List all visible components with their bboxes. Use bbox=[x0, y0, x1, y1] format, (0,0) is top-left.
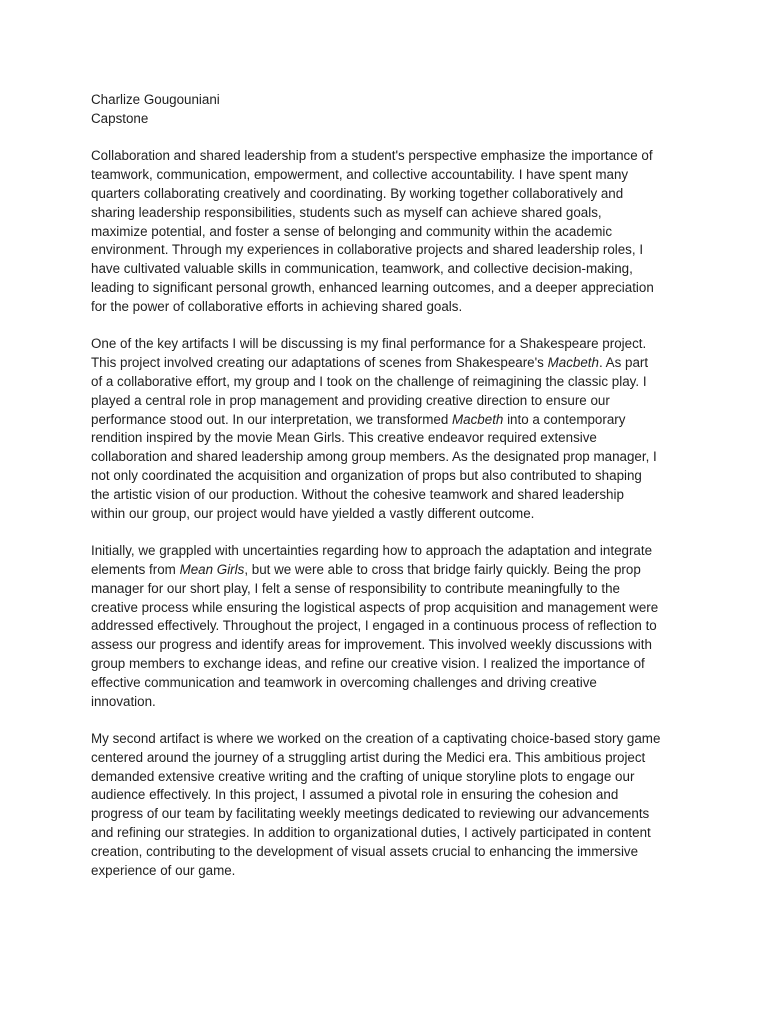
text-run: collaboration and shared leadership among group members. As the designated prop manager, I bbox=[91, 449, 657, 465]
text-run: and refining our strategies. In addition to organizational duties, I actively participated in content bbox=[91, 825, 651, 841]
author-name: Charlize Gougouniani bbox=[91, 92, 220, 107]
text-line bbox=[91, 599, 691, 618]
paragraph-3 bbox=[91, 542, 691, 711]
text-line bbox=[91, 411, 691, 430]
text-line bbox=[91, 768, 691, 787]
paragraph-4 bbox=[91, 730, 691, 880]
text-line bbox=[91, 354, 691, 373]
text-run: within our group, our project would have yielded a vastly different outcome. bbox=[91, 505, 535, 521]
course-name: Capstone bbox=[91, 110, 149, 126]
text-run: the artistic vision of our production. Without the cohesive teamwork and shared leadership bbox=[91, 486, 624, 502]
text-line bbox=[91, 448, 691, 467]
text-line bbox=[91, 730, 691, 749]
text-run: into a contemporary bbox=[503, 411, 626, 427]
text-run: This project involved creating our adaptations of scenes from Shakespeare's bbox=[91, 355, 548, 371]
italic-title: Macbeth bbox=[547, 355, 599, 371]
text-line bbox=[91, 786, 691, 805]
text-line bbox=[91, 824, 691, 843]
text-run: innovation. bbox=[91, 693, 156, 709]
text-line bbox=[91, 862, 691, 881]
text-line bbox=[91, 260, 691, 279]
text-line bbox=[91, 617, 691, 636]
text-run: leading to significant personal growth, enhanced learning outcomes, and a deeper appreciation bbox=[91, 279, 654, 295]
text-line bbox=[91, 467, 691, 486]
text-run: audience effectively. In this project, I assumed a pivotal role in ensuring the cohesion and bbox=[91, 787, 619, 803]
text-run: manager for our short play, I felt a sense of responsibility to contribute meaningfully to the bbox=[91, 580, 620, 596]
paragraph-2 bbox=[91, 335, 691, 523]
text-run: One of the key artifacts I will be discussing is my final performance for a Shakespeare project. bbox=[91, 336, 647, 352]
text-run: Initially, we grappled with uncertainties regarding how to approach the adaptation and integrate bbox=[91, 543, 653, 559]
text-line bbox=[91, 693, 691, 712]
text-run: Collaboration and shared leadership from a student's perspective emphasize the importance of bbox=[91, 148, 653, 164]
text-line bbox=[91, 298, 691, 317]
text-line bbox=[91, 204, 691, 223]
text-run: environment. Through my experiences in collaborative projects and shared leadership roles, I bbox=[91, 242, 644, 258]
text-run: elements from bbox=[91, 561, 180, 577]
text-run: experience of our game. bbox=[91, 862, 236, 878]
text-line bbox=[91, 561, 691, 580]
text-run: creative process while ensuring the logistical aspects of prop acquisition and management were bbox=[91, 599, 659, 615]
text-run: effective communication and teamwork in overcoming challenges and driving creative bbox=[91, 674, 597, 690]
italic-title: Macbeth bbox=[452, 411, 504, 427]
text-run: rendition inspired by the movie Mean Girls. This creative endeavor required extensive bbox=[91, 430, 597, 446]
text-run: group members to exchange ideas, and refine our creative vision. I realized the importance of bbox=[91, 655, 645, 671]
text-line bbox=[91, 843, 691, 862]
text-run: performance stood out. In our interpretation, we transformed bbox=[91, 411, 452, 427]
text-line bbox=[91, 542, 691, 561]
text-run: quarters collaborating creatively and coordinating. By working together collaboratively and bbox=[91, 185, 624, 201]
text-run: teamwork, communication, empowerment, and collective accountability. I have spent many bbox=[91, 167, 629, 183]
text-run: for the power of collaborative efforts in achieving shared goals. bbox=[91, 298, 463, 314]
text-run: sharing leadership responsibilities, students such as myself can achieve shared goals, bbox=[91, 204, 602, 220]
text-line bbox=[91, 279, 691, 298]
text-line bbox=[91, 636, 691, 655]
text-run: addressed effectively. Throughout the project, I engaged in a continuous process of reflection to bbox=[91, 618, 657, 634]
text-run: . As part bbox=[598, 355, 649, 371]
text-run: not only coordinated the acquisition and organization of props but also contributed to shaping bbox=[91, 467, 642, 483]
text-line bbox=[91, 805, 691, 824]
text-line bbox=[91, 580, 691, 599]
text-run: have cultivated valuable skills in communication, teamwork, and collective decision-making, bbox=[91, 261, 633, 277]
italic-title: Mean Girls bbox=[179, 561, 245, 577]
text-line bbox=[91, 335, 691, 354]
text-line bbox=[91, 373, 691, 392]
text-line bbox=[91, 505, 691, 524]
text-line bbox=[91, 223, 691, 242]
text-line bbox=[91, 392, 691, 411]
text-line bbox=[91, 185, 691, 204]
text-run: demanded extensive creative writing and the crafting of unique storyline plots to engage our bbox=[91, 768, 635, 784]
text-line bbox=[91, 655, 691, 674]
document-header bbox=[91, 91, 691, 129]
document-body bbox=[91, 147, 691, 880]
paragraph-1 bbox=[91, 147, 691, 316]
text-run: assess our progress and identify areas for improvement. This involved weekly discussions with bbox=[91, 637, 652, 653]
text-line bbox=[91, 674, 691, 693]
text-line bbox=[91, 749, 691, 768]
text-run: maximize potential, and foster a sense of belonging and community within the academic bbox=[91, 223, 613, 239]
text-line bbox=[91, 166, 691, 185]
text-run: of a collaborative effort, my group and I took on the challenge of reimagining the classic play. I bbox=[91, 373, 647, 389]
text-run: , but we were able to cross that bridge fairly quickly. Being the prop bbox=[244, 561, 641, 577]
text-run: creation, contributing to the development of visual assets crucial to enhancing the immersive bbox=[91, 843, 639, 859]
text-run: centered around the journey of a struggling artist during the Medici era. This ambitious project bbox=[91, 749, 646, 765]
text-line bbox=[91, 429, 691, 448]
text-line bbox=[91, 241, 691, 260]
text-run: My second artifact is where we worked on the creation of a captivating choice-based story game bbox=[91, 731, 661, 747]
text-line bbox=[91, 147, 691, 166]
text-run: played a central role in prop management and providing creative direction to ensure our bbox=[91, 392, 610, 408]
text-line bbox=[91, 486, 691, 505]
document-page bbox=[91, 91, 691, 880]
text-run: progress of our team by facilitating weekly meetings dedicated to reviewing our advancements bbox=[91, 806, 650, 822]
